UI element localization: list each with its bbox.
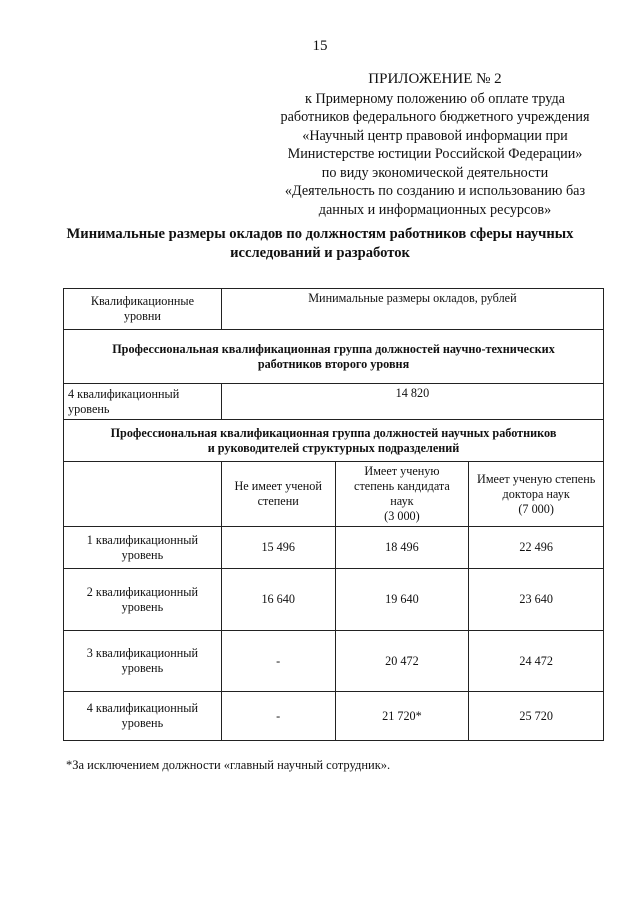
table-row xyxy=(64,692,604,741)
value-cell: 24 472 xyxy=(469,631,604,692)
footnote: *За исключением должности «главный научный сотрудник». xyxy=(66,758,391,772)
appendix-line: по виду экономической деятельности xyxy=(321,164,549,181)
group-row xyxy=(64,420,604,462)
column-header-cell: Имеет ученую степень доктора наук (7 000) xyxy=(469,462,604,527)
column-header-cell: Не имеет ученой степени xyxy=(221,462,335,527)
value-cell: 20 472 xyxy=(335,631,469,692)
header-salaries-cell: Минимальные размеры окладов, рублей xyxy=(221,289,603,330)
appendix-line: работников федерального бюджетного учреждения xyxy=(280,109,590,125)
table-row xyxy=(64,527,604,569)
appendix-line: «Научный центр правовой информации при xyxy=(302,127,568,144)
value-cell: 18 496 xyxy=(335,527,469,569)
column-header-row xyxy=(64,462,604,527)
value-cell: 23 640 xyxy=(469,569,604,631)
appendix-block xyxy=(250,70,620,219)
value-cell: 19 640 xyxy=(335,569,469,631)
appendix-lines xyxy=(250,90,620,220)
page-number: 15 xyxy=(312,38,328,54)
value-cell: 25 720 xyxy=(469,692,604,741)
group-heading-2: Профессиональная квалификационная группа должностей научных работников и руководителей структурных подразделений xyxy=(64,420,604,462)
value-cell: 15 496 xyxy=(221,527,335,569)
salary-table xyxy=(63,288,604,741)
value-cell: 22 496 xyxy=(469,527,604,569)
group-row xyxy=(64,330,604,384)
header-levels-cell: Квалификационные уровни xyxy=(64,289,222,330)
appendix-line: к Примерному положению об оплате труда xyxy=(305,90,565,107)
appendix-line: «Деятельность по созданию и использованию баз xyxy=(284,183,586,199)
group-heading-1: Профессиональная квалификационная группа должностей научно-технических работников второго уровня xyxy=(64,330,604,384)
value-cell: 16 640 xyxy=(221,569,335,631)
level-cell: 4 квалификационный уровень xyxy=(64,384,222,420)
document-title-line: исследований и разработок xyxy=(230,244,410,261)
value-cell: 21 720* xyxy=(335,692,469,741)
table-row xyxy=(64,384,604,420)
value-cell: 14 820 xyxy=(221,384,603,420)
level-cell: 3 квалификационный уровень xyxy=(64,631,222,692)
empty-cell xyxy=(64,462,222,527)
value-cell: - xyxy=(221,631,335,692)
appendix-line: Министерстве юстиции Российской Федерации» xyxy=(287,146,583,162)
level-cell: 1 квалификационный уровень xyxy=(64,527,222,569)
appendix-line: данных и информационных ресурсов» xyxy=(318,201,552,218)
table-header-row xyxy=(64,289,604,330)
column-header-cell: Имеет ученую степень кандидата наук (3 000) xyxy=(335,462,469,527)
document-title xyxy=(50,225,590,262)
table-row xyxy=(64,631,604,692)
appendix-title: ПРИЛОЖЕНИЕ № 2 xyxy=(368,71,502,87)
value-cell: - xyxy=(221,692,335,741)
level-cell: 2 квалификационный уровень xyxy=(64,569,222,631)
level-cell: 4 квалификационный уровень xyxy=(64,692,222,741)
document-title-line: Минимальные размеры окладов по должностям работников сферы научных xyxy=(66,226,574,242)
table-row xyxy=(64,569,604,631)
